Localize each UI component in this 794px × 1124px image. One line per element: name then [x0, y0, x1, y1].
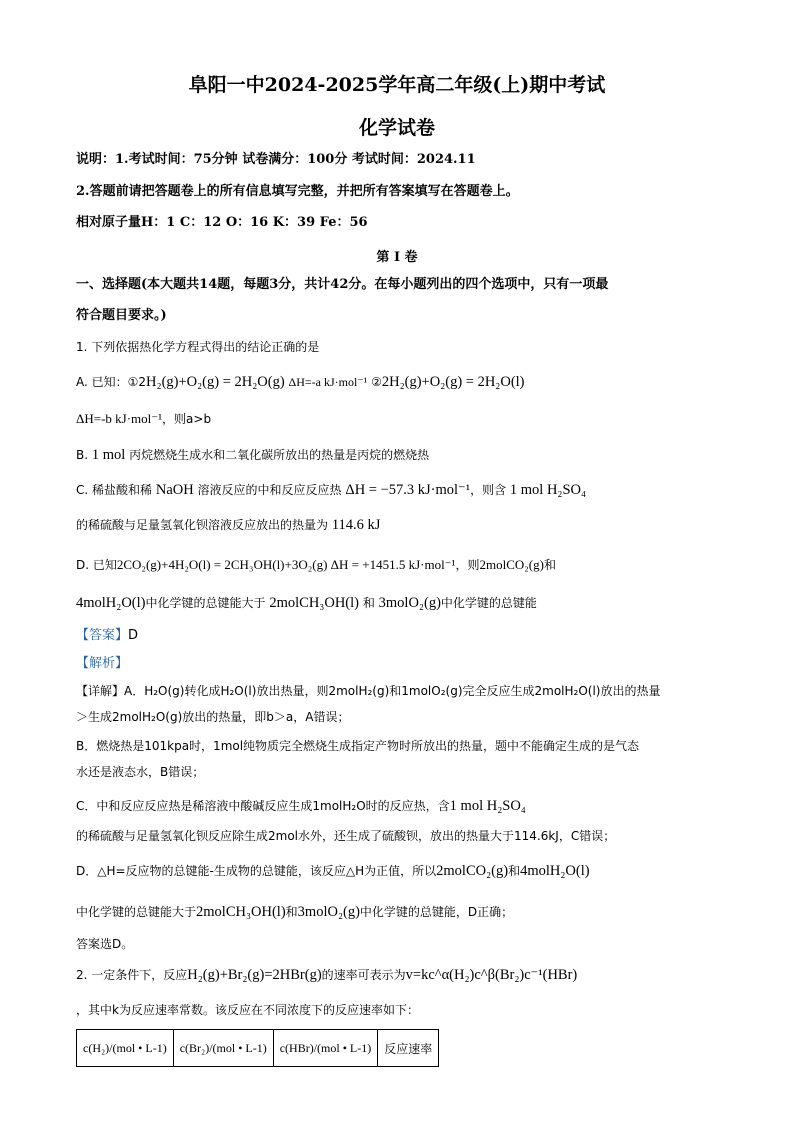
answer-line [76, 627, 138, 645]
rate-table [76, 1029, 439, 1067]
rate-table-header-row [77, 1030, 439, 1067]
analysis-c-text: C．中和反应反应热是稀溶液中酸碱反应生成1molH₂O时的反应热，含 [76, 799, 450, 813]
q1-d-ch3oh: 2molCH₃OH(l) [269, 595, 359, 611]
analysis-c-1 [76, 797, 526, 815]
volume-label: 第 I 卷 [376, 250, 418, 265]
analysis-d-text-3: 中化学键的总键能，D正确； [359, 905, 514, 919]
q1-d-o2: 3molO₂(g) [378, 595, 441, 611]
q1-a-circled-1: ①2 [127, 375, 147, 389]
q1-d-equation: 2CO₂(g)+4H₂O(l) = 2CH₃OH(l)+3O₂(g) ΔH = +1451.5 kJ·mol⁻¹ [116, 557, 456, 572]
q1-a-dh-2: ΔH=-b kJ·mol⁻¹ [76, 411, 163, 426]
q1-b-prefix: B. [76, 448, 89, 462]
rate-table-header-br2: c(Br₂)/(mol • L-1) [173, 1030, 273, 1067]
q1-c-dh: ΔH = −57.3 kJ·mol⁻¹ [345, 482, 471, 498]
analysis-d-ch3oh: 2molCH₃OH(l) [196, 904, 286, 920]
rate-table-header-h2: c(H₂)/(mol • L-1) [77, 1030, 174, 1067]
q2-equation: H₂(g)+Br₂(g)=2HBr(g) [187, 967, 322, 983]
analysis-a-1: 【详解】A．H₂O(g)转化成H₂O(l)放出热量，则2molH₂(g)和1molO₂(g)完全反应生成2molH₂O(l)放出的热量 [76, 684, 661, 698]
q1-d-and-2: 和 [362, 596, 375, 610]
q1-option-a [76, 373, 525, 391]
analysis-d-text-1: D．△H=反应物的总键能-生成物的总键能，该反应△H为正值，所以 [76, 864, 437, 878]
answer-value: D [128, 628, 139, 643]
analysis-conclusion: 答案选D。 [76, 937, 134, 951]
q1-c-line2: 的稀硫酸与足量氢氧化钡溶液反应放出的热量为 [76, 518, 329, 532]
rate-table-header-hbr: c(HBr)/(mol • L-1) [273, 1030, 378, 1067]
q1-option-d [76, 556, 556, 574]
q1-a-circled-2: ② [371, 375, 382, 389]
q1-c-heat: 114.6 kJ [331, 517, 381, 533]
analysis-d-co2: 2molCO₂(g) [436, 863, 509, 879]
q1-c-text-1: C. 稀盐酸和稀 [76, 483, 153, 497]
q2-text-1: 2. 一定条件下，反应 [76, 968, 188, 982]
analysis-b-1: B．燃烧热是101kpa时，1mol纯物质完全燃烧生成指定产物时所放出的热量，题中不能确定生成的是气态 [76, 739, 640, 753]
q1-a-equation-2: 2H₂(g)+O₂(g) = 2H₂O(l) [381, 374, 525, 390]
q2-stem-cont: ，其中k为反应速率常数。该反应在不同浓度下的反应速率如下： [76, 1003, 419, 1017]
analysis-c-2: 的稀硫酸与足量氢氧化钡反应除生成2mol水外，还生成了硫酸钡，放出的热量大于114.6kJ，C错误； [76, 829, 616, 843]
section-heading-2: 符合题目要求。) [76, 308, 167, 323]
analysis-b-2: 水还是液态水，B错误； [76, 765, 205, 779]
q1-d-line2-a: 中化学键的总键能大于 [145, 596, 266, 610]
q1-d-line2-b: 中化学键的总键能 [440, 596, 537, 610]
analysis-label: 【解析】 [76, 656, 129, 671]
q1-option-c-cont [76, 516, 380, 534]
q1-c-h2so4: 1 mol H₂SO₄ [509, 482, 587, 498]
q1-option-a-cont [76, 410, 211, 428]
atomic-mass-line: 相对原子量H：1 C：12 O：16 K：39 Fe：56 [76, 215, 368, 230]
analysis-a-2: ＞生成2molH₂O(g)放出的热量，即b＞a，A错误； [76, 710, 350, 724]
q1-option-b [76, 446, 429, 464]
q1-option-d-cont [76, 594, 537, 612]
q1-option-c [76, 481, 586, 499]
q1-c-naoh: NaOH [155, 482, 194, 498]
q1-a-dh-1: ΔH=-a kJ·mol⁻¹ [288, 375, 368, 389]
q1-d-text-2: ，则 [455, 558, 480, 572]
answer-label: 【答案】 [76, 628, 129, 643]
section-heading-1: 一、选择题(本大题共14题，每题3分，共计42分。在每小题列出的四个选项中，只有一项最 [76, 277, 609, 292]
q1-d-h2o: 4molH₂O(l) [76, 595, 146, 611]
analysis-d-2 [76, 903, 513, 921]
analysis-d-o2: 3molO₂(g) [297, 904, 360, 920]
analysis-d-1 [76, 862, 590, 880]
q1-d-co2: 2molCO₂(g) [479, 557, 544, 572]
analysis-d-and-2: 和 [285, 905, 298, 919]
q1-b-mol: 1 mol [91, 447, 126, 463]
rate-table-header-rate: 反应速率 [378, 1030, 439, 1067]
q1-d-text-1: D. 已知 [76, 558, 117, 572]
page-title: 阜阳一中2024-2025学年高二年级(上)期中考试 [188, 74, 606, 96]
q1-stem: 1. 下列依据热化学方程式得出的结论正确的是 [76, 340, 320, 354]
analysis-d-and: 和 [508, 864, 521, 878]
q1-a-equation-1: H₂(g)+O₂(g) = 2H₂O(g) [146, 374, 285, 390]
analysis-c-h2so4: 1 mol H₂SO₄ [449, 798, 526, 814]
q1-b-text: 丙烷燃烧生成水和二氧化碳所放出的热量是丙烷的燃烧热 [129, 448, 430, 462]
q1-d-and: 和 [543, 558, 556, 572]
exam-note-1: 说明：1.考试时间：75分钟 试卷满分：100分 考试时间：2024.11 [76, 152, 476, 167]
q2-text-2: 的速率可表示为 [321, 968, 406, 982]
q1-c-text-2: 溶液反应的中和反应反应热 [197, 483, 342, 497]
analysis-d-text-2: 中化学键的总键能大于 [76, 905, 197, 919]
q2-rate-law: v=kc^α(H₂)c^β(Br₂)c⁻¹(HBr) [405, 967, 578, 983]
q1-a-tail: ，则a>b [162, 412, 212, 426]
exam-note-2: 2.答题前请把答题卷上的所有信息填写完整，并把所有答案填写在答题卷上。 [76, 184, 519, 199]
q1-c-text-3: ，则含 [470, 483, 507, 497]
subject-title: 化学试卷 [358, 117, 435, 139]
q2-stem [76, 966, 577, 984]
analysis-d-h2o: 4molH₂O(l) [520, 863, 590, 879]
q1-a-prefix: A. 已知： [76, 375, 128, 389]
